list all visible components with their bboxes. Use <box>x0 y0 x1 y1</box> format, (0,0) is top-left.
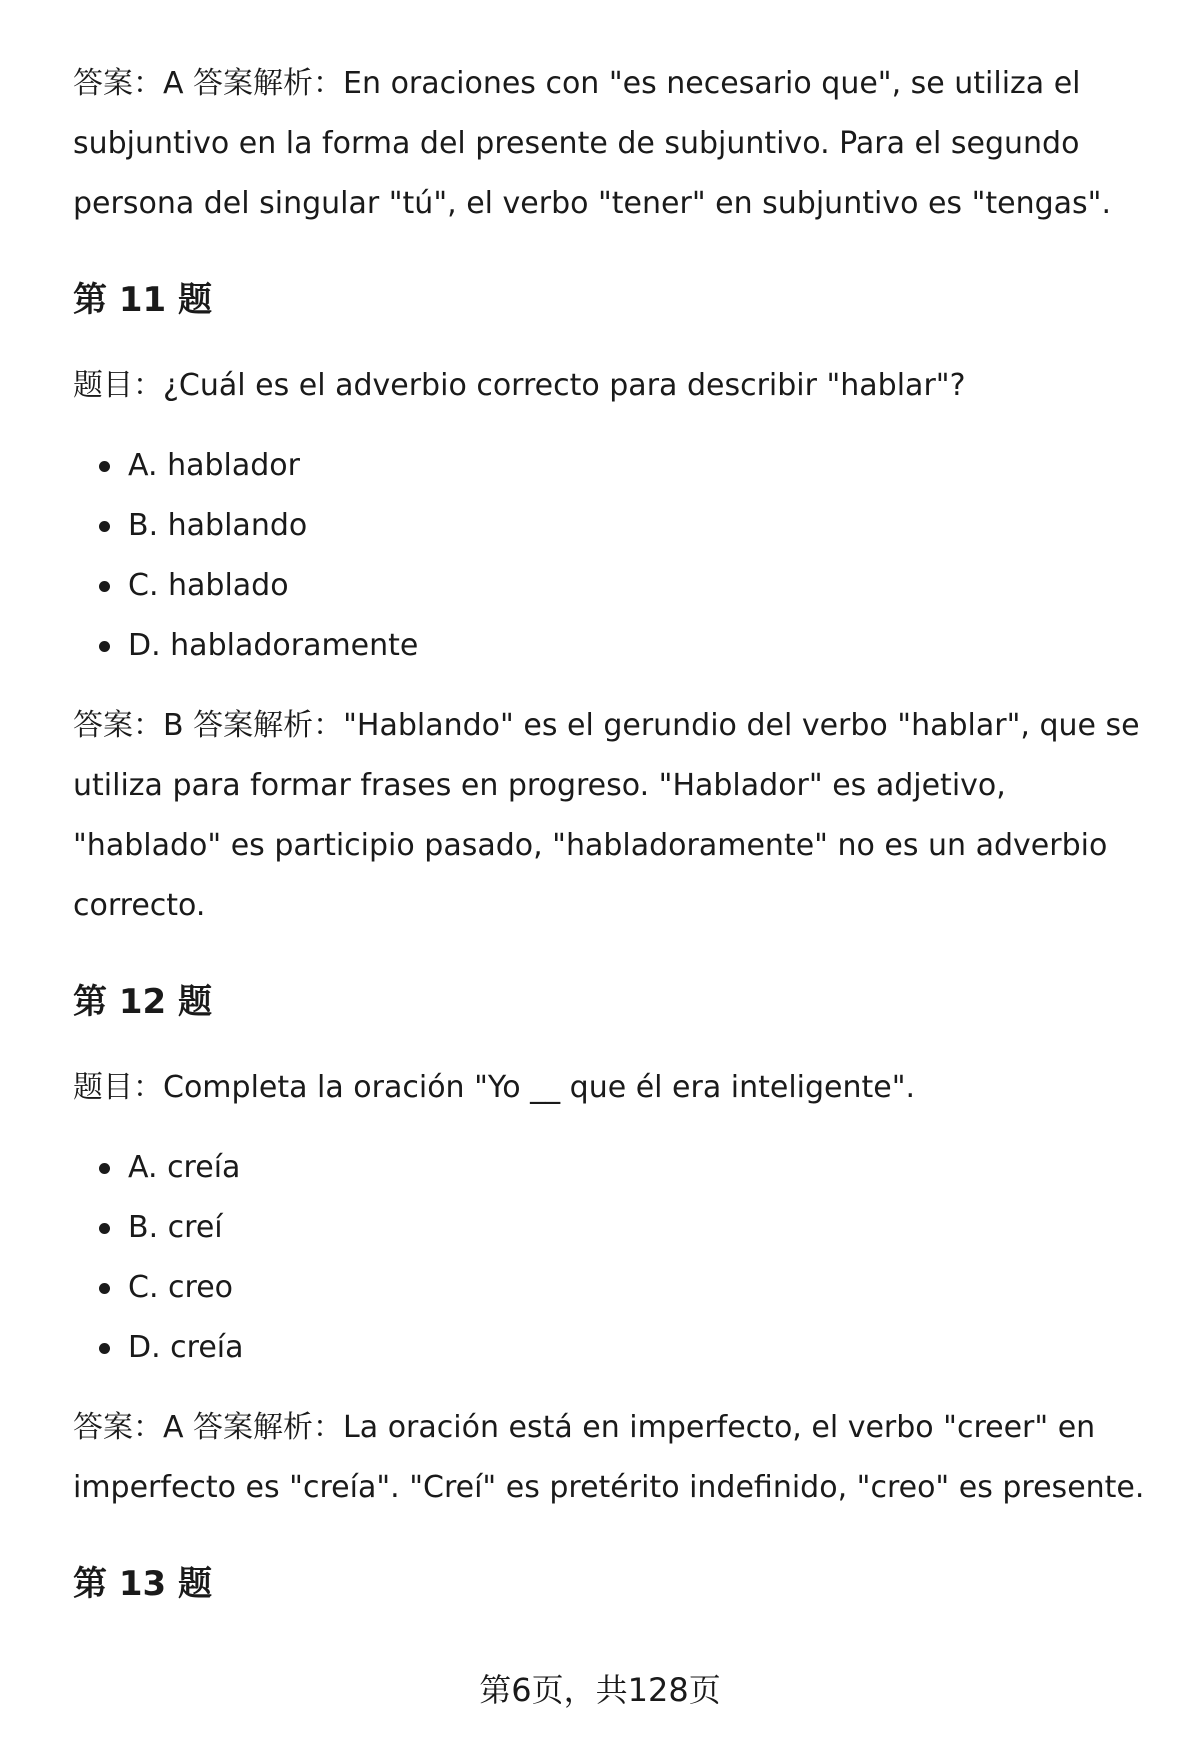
bullet-icon <box>99 1223 110 1234</box>
question-prompt-12: 题目：Completa la oración "Yo __ que él era inteligente". <box>73 1070 916 1105</box>
option-label: C. hablado <box>128 568 289 603</box>
option-label: A. creía <box>128 1150 241 1185</box>
question-heading-12: 第 12 题 <box>73 982 212 1022</box>
bullet-icon <box>99 1163 110 1174</box>
option-label: D. habladoramente <box>128 628 419 663</box>
question-heading-11: 第 11 题 <box>73 280 212 320</box>
question-heading-13: 第 13 题 <box>73 1564 212 1604</box>
question-options-11 <box>73 436 1153 676</box>
option-label: B. hablando <box>128 508 308 543</box>
answer-explanation-11: 答案：B 答案解析："Hablando" es el gerundio del verbo "hablar", que se utiliza para formar frases en progreso. "Hablador" es adjetivo, "hablado" es participio pasado, "habladoramente" no es un adverbio correcto. <box>73 708 1140 923</box>
bullet-icon <box>99 1283 110 1294</box>
option-item <box>73 1318 1153 1378</box>
option-item <box>73 1138 1153 1198</box>
bullet-icon <box>99 1343 110 1354</box>
answer-explanation-10: 答案：A 答案解析：En oraciones con "es necesario que", se utiliza el subjuntivo en la forma del presente de subjuntivo. Para el segundo persona del singular "tú", el verbo "tener" en subjuntivo es "tengas". <box>73 66 1112 221</box>
question-options-12 <box>73 1138 1153 1378</box>
option-label: B. creí <box>128 1210 223 1245</box>
option-label: D. creía <box>128 1330 244 1365</box>
option-label: C. creo <box>128 1270 233 1305</box>
option-item <box>73 556 1153 616</box>
bullet-icon <box>99 581 110 592</box>
page-number-footer: 第6页，共128页 <box>479 1671 721 1709</box>
option-item <box>73 1198 1153 1258</box>
option-label: A. hablador <box>128 448 300 483</box>
option-item <box>73 496 1153 556</box>
bullet-icon <box>99 641 110 652</box>
bullet-icon <box>99 461 110 472</box>
option-item <box>73 616 1153 676</box>
option-item <box>73 436 1153 496</box>
answer-explanation-12: 答案：A 答案解析：La oración está en imperfecto, el verbo "creer" en imperfecto es "creía". "Creí" es pretérito indefinido, "creo" es presente. <box>73 1410 1145 1505</box>
question-prompt-11: 题目：¿Cuál es el adverbio correcto para describir "hablar"? <box>73 368 966 403</box>
bullet-icon <box>99 521 110 532</box>
document-page <box>73 54 1153 1606</box>
option-item <box>73 1258 1153 1318</box>
